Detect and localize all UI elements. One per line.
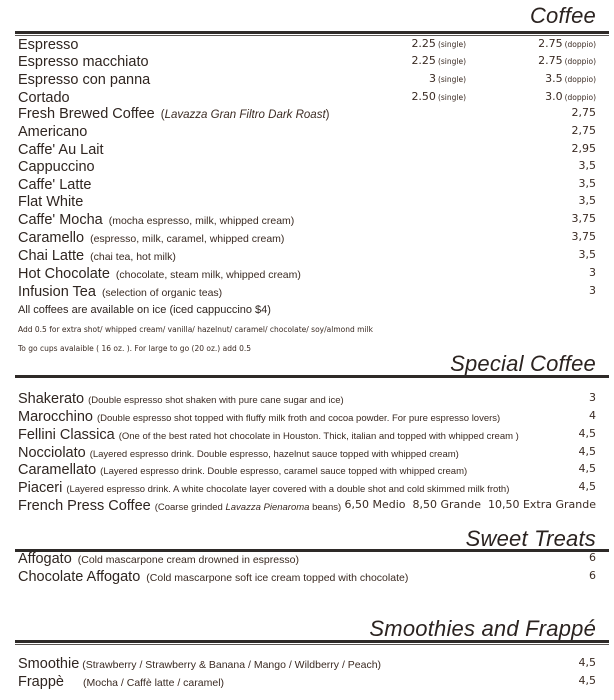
menu-note: Add 0.5 for extra shot/ whipped cream/ vanilla/ hazelnut/ caramel/ chocolate/ soy/almond milk <box>18 325 373 334</box>
menu-note: To go cups avalaible ( 16 oz. ). For large to go (20 oz.) add 0.5 <box>18 344 252 353</box>
item-price: 4,5 <box>578 462 596 475</box>
menu-item <box>18 230 606 248</box>
price-single: 2.25 (single) <box>411 37 466 50</box>
item-name: French Press Coffee <box>18 498 151 514</box>
item-name: Caffe' Latte <box>18 177 92 193</box>
item-price: 4,5 <box>578 480 596 493</box>
item-description: (Layered espresso drink. Double espresso, caramel sauce topped with whipped cream) <box>100 466 468 477</box>
menu-item <box>18 248 606 266</box>
item-name: Cappuccino <box>18 159 95 175</box>
item-price: 3,5 <box>578 159 596 172</box>
item-name: Marocchino <box>18 409 93 425</box>
price-doppio: 3.5 (doppio) <box>545 72 596 85</box>
menu-item <box>18 54 606 72</box>
item-price: 3 <box>589 391 596 404</box>
item-name: Fresh Brewed Coffee <box>18 106 155 122</box>
item-price: 6,50 Medio 8,50 Grande 10,50 Extra Grande <box>344 498 596 511</box>
section-title-coffee: Coffee <box>529 3 596 28</box>
item-description: (Double espresso shot shaken with pure cane sugar and ice) <box>88 395 344 406</box>
menu-item <box>18 427 606 445</box>
section-title-sweet-treats: Sweet Treats <box>465 526 596 551</box>
item-price: 6 <box>589 551 596 564</box>
menu-item <box>18 445 606 463</box>
menu-note: All coffees are available on ice (iced cappuccino $4) <box>18 304 271 316</box>
section-divider <box>15 31 609 36</box>
item-name: Caramello <box>18 230 85 246</box>
item-description: (Lavazza Gran Filtro Dark Roast) <box>160 109 330 121</box>
item-description: (chai tea, hot milk) <box>90 251 176 263</box>
menu-item <box>18 194 606 212</box>
item-description: (Layered espresso drink. A white chocolate layer covered with a double shot and cold skimmed milk froth) <box>66 484 510 495</box>
menu-item <box>18 266 606 284</box>
item-price: 4,5 <box>578 674 596 687</box>
menu-item <box>18 656 606 674</box>
item-description: (Mocha / Caffè latte / caramel) <box>83 677 225 689</box>
price-doppio: 3.0 (doppio) <box>545 90 596 103</box>
item-name: Caramellato <box>18 462 97 478</box>
item-description: (Coarse grinded Lavazza Pienaroma beans) <box>154 502 342 513</box>
section-title-special-coffee: Special Coffee <box>450 351 596 376</box>
item-price: 3,5 <box>578 177 596 190</box>
menu-item <box>18 480 606 498</box>
menu-item <box>18 106 606 124</box>
menu-item <box>18 391 606 409</box>
item-price: 4,5 <box>578 445 596 458</box>
menu-item <box>18 674 606 692</box>
item-name: Espresso con panna <box>18 72 151 88</box>
item-description: (Cold mascarpone cream drowned in espresso) <box>77 554 299 566</box>
item-description: (Strawberry / Strawberry & Banana / Mango / Wildberry / Peach) <box>82 659 382 671</box>
menu-item <box>18 212 606 230</box>
item-name: Espresso <box>18 37 79 53</box>
menu-item <box>18 551 606 569</box>
price-single: 3 (single) <box>428 72 466 85</box>
item-name: Infusion Tea <box>18 284 96 300</box>
item-name: Espresso macchiato <box>18 54 149 70</box>
price-single: 2.25 (single) <box>411 54 466 67</box>
item-name: Smoothie <box>18 656 80 672</box>
menu-item <box>18 37 606 55</box>
item-price: 4,5 <box>578 656 596 669</box>
section-divider <box>15 375 609 378</box>
item-price: 2,75 <box>571 106 596 119</box>
price-doppio: 2.75 (doppio) <box>538 37 596 50</box>
item-name: Hot Chocolate <box>18 266 110 282</box>
item-price: 2,95 <box>571 142 596 155</box>
item-name: Cortado <box>18 90 70 106</box>
section-divider <box>15 640 609 645</box>
item-price: 3,5 <box>578 194 596 207</box>
item-name: Affogato <box>18 551 72 567</box>
item-price: 3,5 <box>578 248 596 261</box>
menu-item <box>18 409 606 427</box>
item-price: 3 <box>589 284 596 297</box>
menu-item <box>18 177 606 195</box>
item-name: Flat White <box>18 194 84 210</box>
item-price: 3,75 <box>571 212 596 225</box>
item-name: Chai Latte <box>18 248 85 264</box>
menu-item <box>18 498 606 516</box>
item-description: (selection of organic teas) <box>101 287 223 299</box>
item-description: (Cold mascarpone soft ice cream topped with chocolate) <box>146 572 409 584</box>
menu-item <box>18 72 606 90</box>
menu-item <box>18 462 606 480</box>
menu-item <box>18 142 606 160</box>
item-description: (One of the best rated hot chocolate in Houston. Thick, italian and topped with whipped cream ) <box>118 431 519 442</box>
item-price: 3 <box>589 266 596 279</box>
item-price: 3,75 <box>571 230 596 243</box>
menu-item <box>18 569 606 587</box>
item-name: Shakerato <box>18 391 85 407</box>
item-price: 4,5 <box>578 427 596 440</box>
item-description: (mocha espresso, milk, whipped cream) <box>108 215 295 227</box>
item-name: Americano <box>18 124 88 140</box>
menu-item <box>18 159 606 177</box>
menu-item <box>18 284 606 302</box>
price-doppio: 2.75 (doppio) <box>538 54 596 67</box>
item-description: (chocolate, steam milk, whipped cream) <box>115 269 301 281</box>
item-name: Nocciolato <box>18 445 86 461</box>
item-price: 2,75 <box>571 124 596 137</box>
item-name: Fellini Classica <box>18 427 115 443</box>
item-description: (Double espresso shot topped with fluffy milk froth and cocoa powder. For pure espresso lovers) <box>96 413 501 424</box>
item-name: Piaceri <box>18 480 63 496</box>
item-price: 6 <box>589 569 596 582</box>
section-title-smoothies-frappe: Smoothies and Frappé <box>369 616 596 641</box>
menu-item <box>18 124 606 142</box>
item-description: (espresso, milk, caramel, whipped cream) <box>90 233 285 245</box>
item-name: Frappè <box>18 674 64 690</box>
item-price: 4 <box>589 409 596 422</box>
item-description: (Layered espresso drink. Double espresso, hazelnut sauce topped with whipped cream) <box>89 449 459 460</box>
item-name: Caffe' Mocha <box>18 212 103 228</box>
price-single: 2.50 (single) <box>411 90 466 103</box>
item-name: Caffe' Au Lait <box>18 142 104 158</box>
item-name: Chocolate Affogato <box>18 569 141 585</box>
